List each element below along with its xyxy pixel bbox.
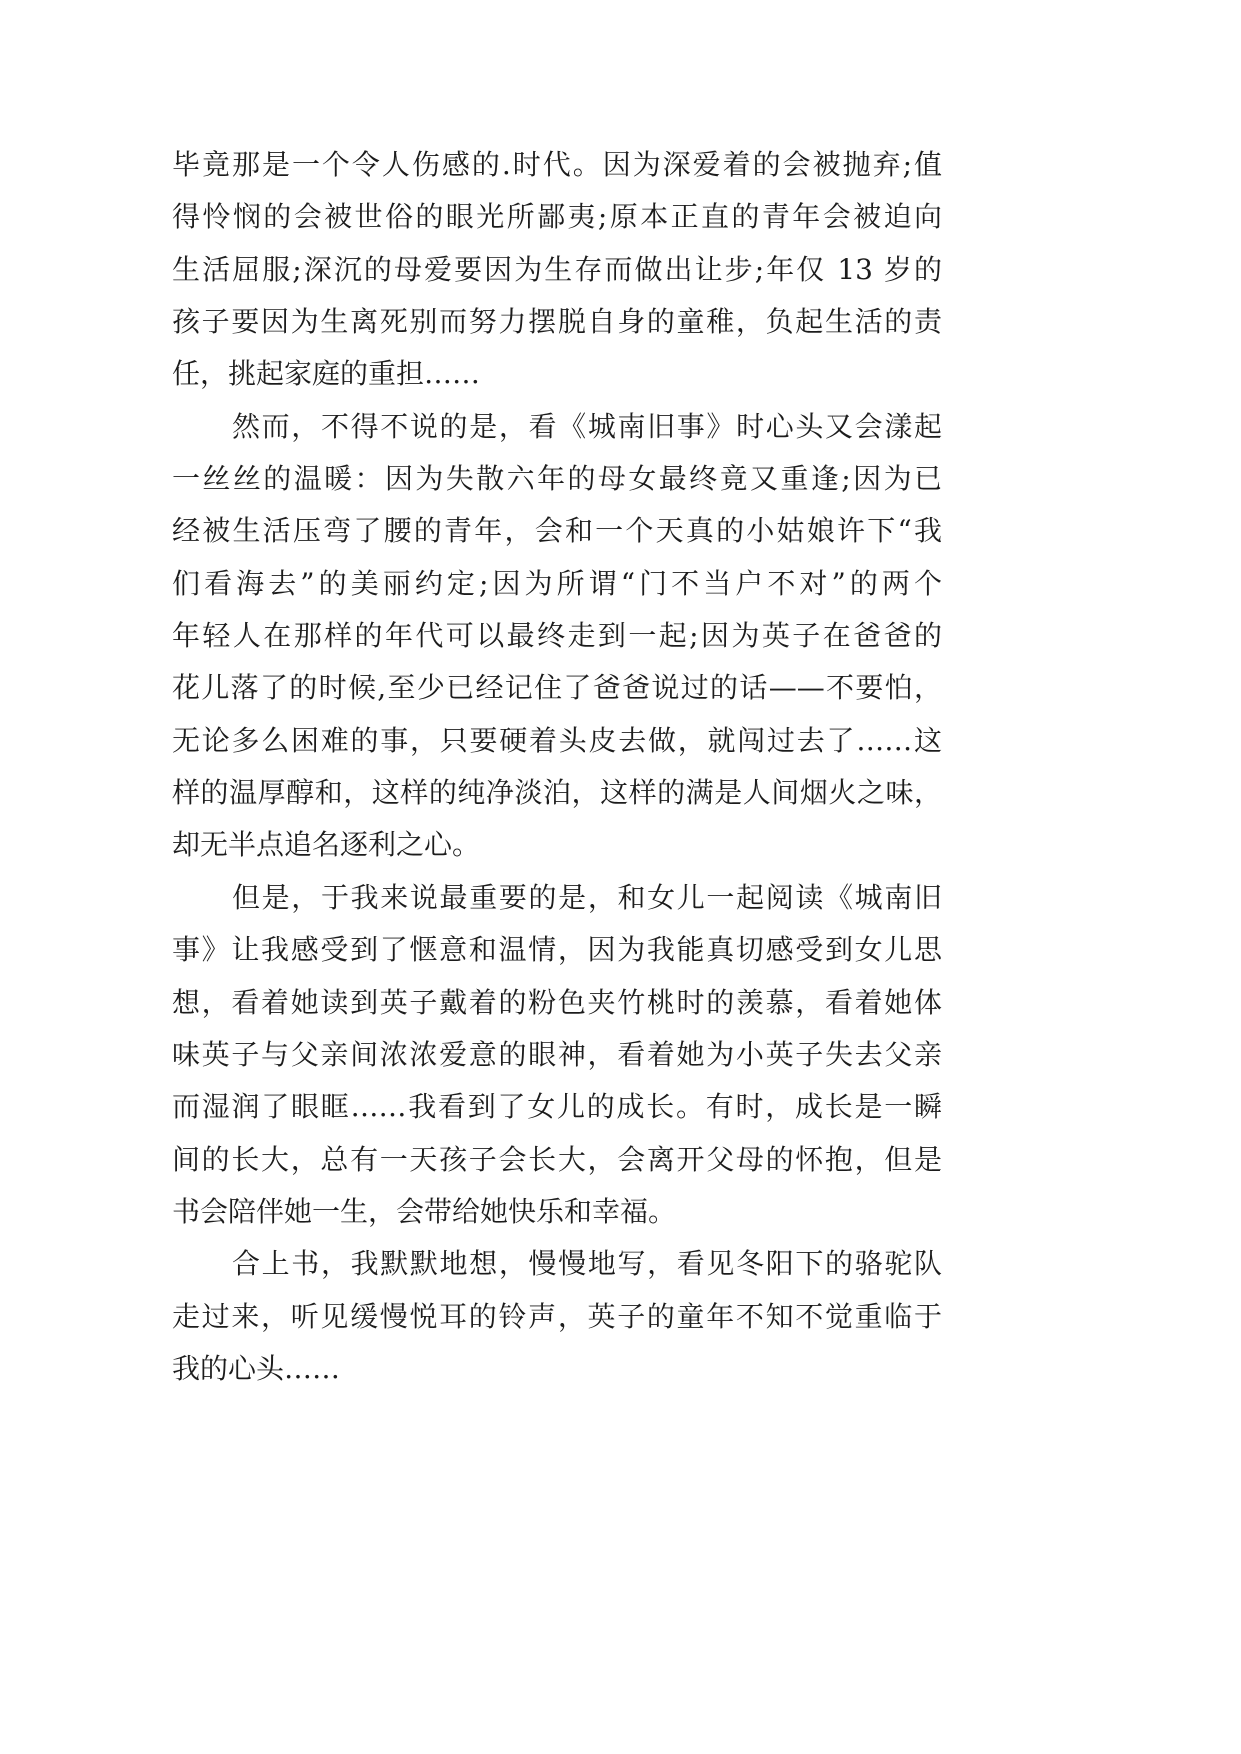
text-line: 味英子与父亲间浓浓爱意的眼神，看着她为小英子失去父亲: [172, 1037, 942, 1071]
paragraph: [172, 401, 942, 872]
text-line: 走过来，听见缓慢悦耳的铃声，英子的童年不知不觉重临于: [172, 1299, 942, 1333]
text-line: 无论多么困难的事，只要硬着头皮去做，就闯过去了……这: [172, 723, 942, 757]
text-line: 年轻人在那样的年代可以最终走到一起;因为英子在爸爸的: [172, 619, 942, 653]
paragraph: [172, 872, 942, 1238]
text-line: 生活屈服;深沉的母爱要因为生存而做出让步;年仅 13 岁的: [172, 252, 942, 286]
text-line: 经被生活压弯了腰的青年，会和一个天真的小姑娘许下“我: [172, 514, 942, 548]
text-line: 却无半点追名逐利之心。: [172, 828, 481, 862]
text-line: 们看海去”的美丽约定;因为所谓“门不当户不对”的两个: [172, 566, 942, 600]
paragraph: [172, 1238, 942, 1395]
text-line: 但是，于我来说最重要的是，和女儿一起阅读《城南旧: [232, 880, 942, 914]
text-line: 合上书，我默默地想，慢慢地写，看见冬阳下的骆驼队: [232, 1247, 942, 1281]
text-line: 书会陪伴她一生，会带给她快乐和幸福。: [172, 1194, 677, 1228]
text-line: 然而，不得不说的是，看《城南旧事》时心头又会漾起: [232, 409, 942, 443]
text-line: 得怜悯的会被世俗的眼光所鄙夷;原本正直的青年会被迫向: [172, 200, 942, 234]
text-line: 一丝丝的温暖：因为失散六年的母女最终竟又重逢;因为已: [172, 462, 942, 496]
text-line: 任，挑起家庭的重担……: [172, 357, 481, 391]
text-line: 毕竟那是一个令人伤感的.时代。因为深爱着的会被抛弃;值: [172, 148, 942, 181]
paragraph: [172, 139, 942, 401]
document-body: [172, 139, 942, 1395]
text-line: 事》让我感受到了惬意和温情，因为我能真切感受到女儿思: [172, 933, 942, 967]
text-line: 想，看着她读到英子戴着的粉色夹竹桃时的羡慕，看着她体: [172, 985, 942, 1019]
text-line: 花儿落了的时候,至少已经记住了爸爸说过的话——不要怕，: [172, 671, 942, 705]
text-line: 间的长大，总有一天孩子会长大，会离开父母的怀抱，但是: [172, 1142, 942, 1176]
text-line: 样的温厚醇和，这样的纯净淡泊，这样的满是人间烟火之味，: [172, 776, 942, 810]
text-line: 而湿润了眼眶……我看到了女儿的成长。有时，成长是一瞬: [172, 1090, 942, 1124]
text-line: 我的心头……: [172, 1351, 341, 1385]
text-line: 孩子要因为生离死别而努力摆脱自身的童稚，负起生活的责: [172, 305, 942, 339]
